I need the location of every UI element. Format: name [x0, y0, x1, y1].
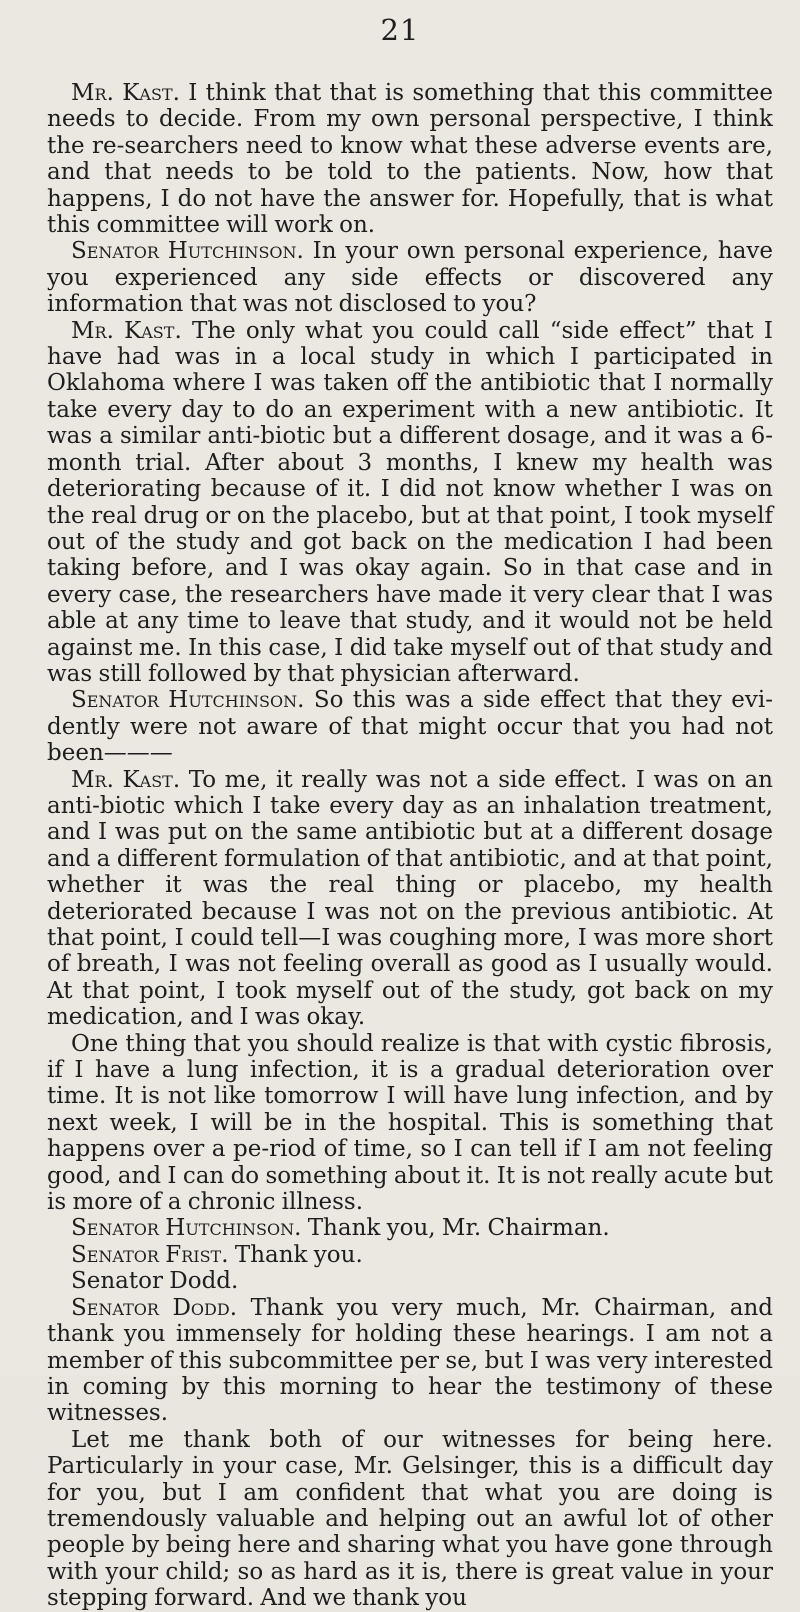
- paragraph-11: [47, 1427, 773, 1612]
- paragraph-text: To me, it really was not a side effect. I was on an anti-biotic which I take every day as an inhalation treatment, and I was put on the same antibiotic but at a different dosage and a different formulation of that antibiotic, and at that point, whether it was the real thing or placebo, my health deteriorated because I was not on the previous antibiotic. At that point, I could tell—I was coughing more, I was more short of breath, I was not feeling overall as good as I usually would. At that point, I took myself out of the study, got back on my medication, and I was okay.: [47, 766, 773, 1031]
- page-number: 21: [380, 13, 420, 47]
- speaker-name: Senator Hutchinson.: [71, 1215, 302, 1242]
- speaker-name: Senator Frist.: [71, 1241, 229, 1268]
- paragraph-text: Senator Dodd.: [71, 1268, 239, 1295]
- paragraph-1: [47, 80, 773, 238]
- speaker-name: Senator Hutchinson.: [71, 238, 304, 265]
- paragraph-7: [47, 1215, 773, 1241]
- paragraph-text: In your own personal experience, have you experienced any side effects or discovered any information that was not disclosed to you?: [47, 238, 774, 318]
- paragraph-text: Let me thank both of our witnesses for being here. Particularly in your case, Mr. Gelsinger, this is a difficult day for you, but I am confident that what you are doing is tremendously valuable and helping out an awful lot of other people by being here and sharing what you have gone through with your child; so as hard as it is, there is great value in your stepping forward. And we thank you: [47, 1426, 773, 1612]
- speaker-name: Mr. Kast.: [71, 80, 180, 106]
- paragraph-text: One thing that you should realize is that with cystic fibrosis, if I have a lung infection, it is a gradual deterioration over time. It is not like tomorrow I will have lung infection, and by next week, I will be in the hospital. This is something that happens over a pe-riod of time, so I can tell if I am not feeling good, and I can do something about it. It is not really acute but is more of a chronic illness.: [47, 1030, 773, 1216]
- paragraph-10: [47, 1295, 773, 1427]
- paragraph-6: [47, 1031, 773, 1216]
- speaker-name: Senator Dodd.: [71, 1294, 238, 1321]
- paragraph-9: [47, 1268, 773, 1294]
- transcript-body: [47, 80, 773, 1612]
- paragraph-3: [47, 318, 773, 688]
- paragraph-2: [47, 238, 773, 317]
- speaker-name: Senator Hutchinson.: [71, 687, 305, 714]
- paragraph-8: [47, 1242, 773, 1268]
- paragraph-text: I think that that is something that this committee needs to decide. From my own personal perspective, I think the re-searchers need to know what these adverse events are, and that needs to be told to the patients. Now, how that happens, I do not have the answer for. Hopefully, that is what this committee will work on.: [47, 80, 774, 239]
- paragraph-text: Thank you very much, Mr. Chairman, and thank you immensely for holding these hearings. I am not a member of this subcommittee per se, but I was very interested in coming by this morning to hear the testimony of these witnesses.: [47, 1294, 774, 1427]
- paragraph-5: [47, 767, 773, 1031]
- paragraph-text: So this was a side effect that they evi-dently were not aware of that might occur that you had not been———: [47, 687, 774, 767]
- speaker-name: Mr. Kast.: [71, 317, 182, 344]
- paragraph-4: [47, 687, 773, 766]
- speaker-name: Mr. Kast.: [71, 766, 181, 793]
- paragraph-text: Thank you.: [234, 1241, 363, 1268]
- paragraph-text: The only what you could call “side effect” that I have had was in a local study in which I participated in Oklahoma where I was taken off the antibiotic that I normally take every day to do an experiment with a new antibiotic. It was a similar anti-biotic but a different dosage, and it was a 6-month trial. After about 3 months, I knew my health was deteriorating because of it. I did not know whether I was on the real drug or on the placebo, but at that point, I took myself out of the study and got back on the medication I had been taking before, and I was okay again. So in that case and in every case, the researchers have made it very clear that I was able at any time to leave that study, and it would not be held against me. In this case, I did take myself out of that study and was still followed by that physician afterward.: [47, 317, 774, 687]
- paragraph-text: Thank you, Mr. Chairman.: [307, 1215, 610, 1242]
